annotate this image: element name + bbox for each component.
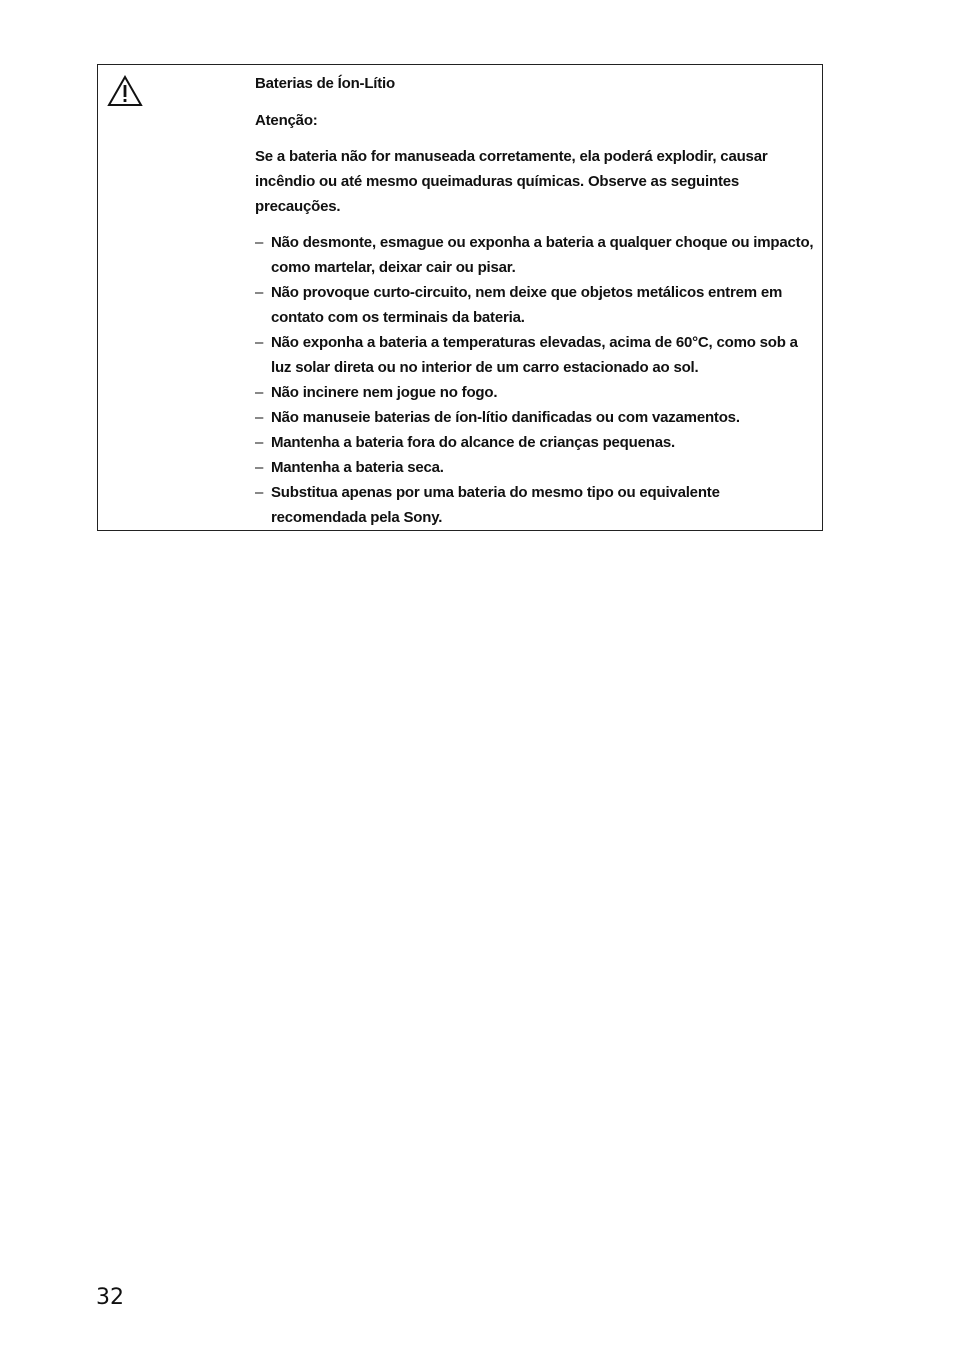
precaution-text: Substitua apenas por uma bateria do mesmo tipo ou equivalente recomendada pela Sony. <box>271 484 720 526</box>
list-item <box>255 480 815 530</box>
warning-triangle-icon <box>107 75 143 107</box>
attention-label: Atenção: <box>255 112 318 129</box>
list-item <box>255 430 815 455</box>
precaution-text: Mantenha a bateria fora do alcance de crianças pequenas. <box>271 434 675 451</box>
bullet-dash: – <box>255 284 264 301</box>
warning-box <box>97 64 823 531</box>
precaution-text: Não incinere nem jogue no fogo. <box>271 384 498 401</box>
precautions-list <box>255 230 815 530</box>
bullet-dash: – <box>255 384 264 401</box>
precaution-text: Não manuseie baterias de íon-lítio danificadas ou com vazamentos. <box>271 409 740 426</box>
bullet-dash: – <box>255 409 264 426</box>
precaution-text: Mantenha a bateria seca. <box>271 459 444 476</box>
bullet-dash: – <box>255 334 264 351</box>
list-item <box>255 330 815 380</box>
bullet-dash: – <box>255 484 264 501</box>
list-item <box>255 455 815 480</box>
precaution-text: Não desmonte, esmague ou exponha a bateria a qualquer choque ou impacto, como martelar, deixar cair ou pisar. <box>271 234 814 276</box>
bullet-dash: – <box>255 459 264 476</box>
precaution-text: Não exponha a bateria a temperaturas elevadas, acima de 60°C, como sob a luz solar direta ou no interior de um carro estacionado ao sol. <box>271 334 798 376</box>
bullet-dash: – <box>255 434 264 451</box>
warning-intro: Se a bateria não for manuseada corretamente, ela poderá explodir, causar incêndio ou até mesmo queimaduras químicas. Observe as seguintes precauções. <box>255 148 768 215</box>
list-item <box>255 380 815 405</box>
warning-content <box>255 71 815 530</box>
list-item <box>255 280 815 330</box>
bullet-dash: – <box>255 234 264 251</box>
list-item <box>255 405 815 430</box>
warning-heading: Baterias de Íon-Lítio <box>255 75 395 92</box>
page-number: 32 <box>96 1285 124 1310</box>
list-item <box>255 230 815 280</box>
precaution-text: Não provoque curto-circuito, nem deixe que objetos metálicos entrem em contato com os terminais da bateria. <box>271 284 783 326</box>
